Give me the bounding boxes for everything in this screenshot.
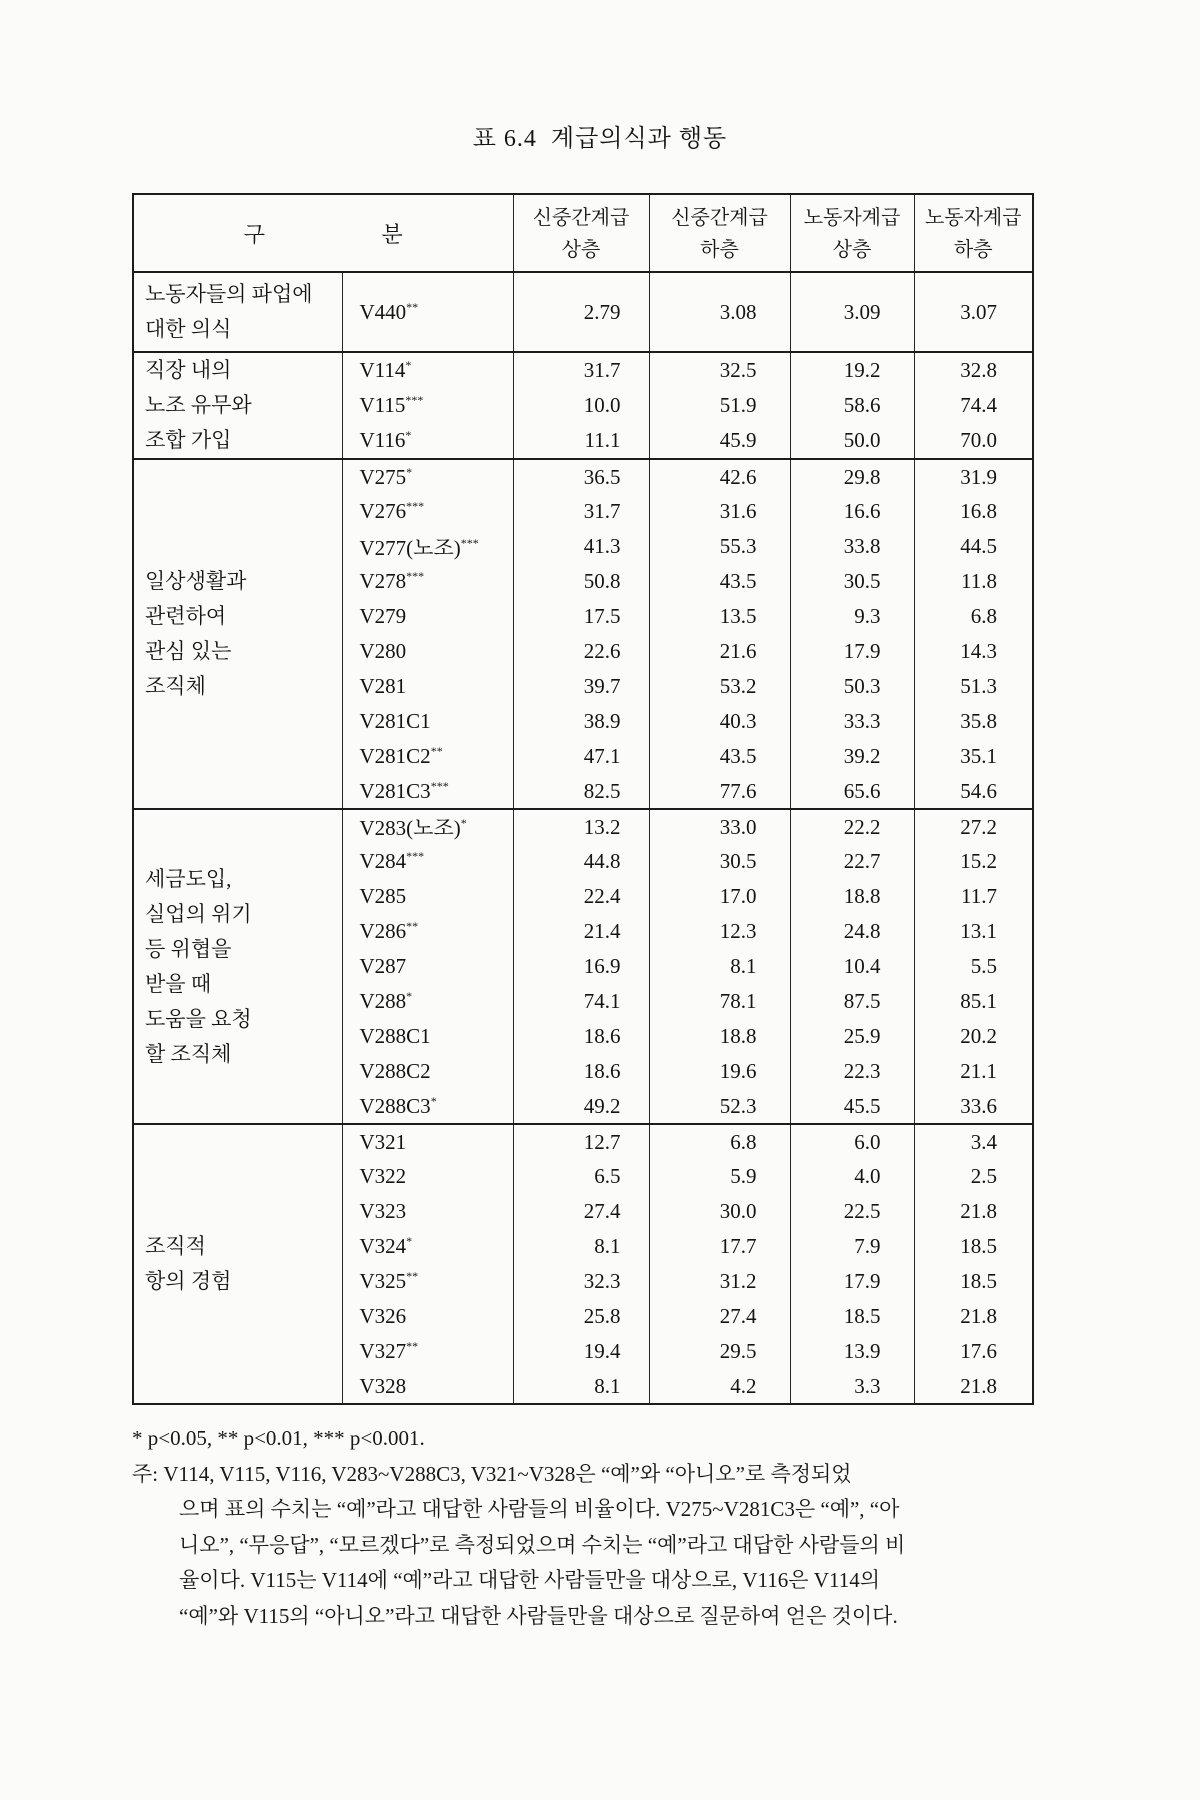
- value-cell: 44.8: [513, 844, 649, 879]
- variable-name: V288C1: [342, 1019, 513, 1054]
- variable-name: V281: [342, 669, 513, 704]
- significance-stars: *: [460, 816, 467, 830]
- value-cell: 22.3: [790, 1054, 914, 1089]
- significance-stars: ***: [430, 778, 449, 793]
- section-label-line: 관심 있는: [145, 639, 232, 663]
- significance-stars: **: [406, 1339, 419, 1353]
- value-cell: 39.2: [790, 739, 914, 774]
- variable-name: V277(노조)***: [342, 529, 513, 564]
- variable-name: V284***: [342, 844, 513, 879]
- value-cell: 6.8: [914, 599, 1033, 634]
- value-cell: 18.6: [513, 1054, 649, 1089]
- col-header-new-middle-upper: [513, 194, 649, 272]
- value-cell: 87.5: [790, 984, 914, 1019]
- value-cell: 39.7: [513, 669, 649, 704]
- value-cell: 31.9: [914, 459, 1033, 494]
- section-label: [133, 272, 342, 352]
- variable-name: V281C2**: [342, 739, 513, 774]
- value-cell: 70.0: [914, 423, 1033, 459]
- col-header-group: 신중간계급: [532, 207, 630, 229]
- value-cell: 3.07: [914, 272, 1033, 352]
- value-cell: 2.5: [914, 1159, 1033, 1194]
- section-label-line: 대한 의식: [145, 317, 232, 341]
- value-cell: 17.5: [513, 599, 649, 634]
- section-label-line: 실업의 위기: [145, 901, 252, 926]
- table-note-line: 니오”, “무응답”, “모르겠다”로 측정되었으며 수치는 “예”라고 대답한 사람들의 비: [179, 1532, 906, 1557]
- value-cell: 53.2: [649, 669, 790, 704]
- value-cell: 19.2: [790, 352, 914, 388]
- value-cell: 22.6: [513, 634, 649, 669]
- value-cell: 33.3: [790, 704, 914, 739]
- col-header-group: 노동자계급: [803, 207, 901, 229]
- variable-name: V281C1: [342, 704, 513, 739]
- value-cell: 17.9: [790, 634, 914, 669]
- significance-stars: *: [430, 1093, 437, 1108]
- value-cell: 41.3: [513, 529, 649, 564]
- significance-stars: **: [430, 744, 443, 758]
- value-cell: 85.1: [914, 984, 1033, 1019]
- table-note-line: 으며 표의 수치는 “예”라고 대답한 사람들의 비율이다. V275~V281C3은 “예”, “아: [179, 1497, 900, 1521]
- value-cell: 43.5: [649, 739, 790, 774]
- variable-name: V326: [342, 1299, 513, 1334]
- section-label: [133, 809, 342, 1124]
- table-section-0: [133, 272, 1033, 352]
- col-header-worker-lower: [914, 194, 1033, 272]
- col-header-tier: 상층: [832, 239, 872, 261]
- value-cell: 18.8: [649, 1019, 790, 1054]
- value-cell: 16.8: [914, 494, 1033, 529]
- value-cell: 15.2: [914, 844, 1033, 879]
- value-cell: 21.8: [914, 1194, 1033, 1229]
- value-cell: 8.1: [513, 1229, 649, 1264]
- corner-label-gu: 구: [243, 221, 266, 247]
- value-cell: 21.8: [914, 1299, 1033, 1334]
- value-cell: 25.8: [513, 1299, 649, 1334]
- variable-name: V278***: [342, 564, 513, 599]
- significance-note: * p<0.05, ** p<0.01, *** p<0.001.: [132, 1426, 425, 1450]
- value-cell: 21.4: [513, 914, 649, 949]
- section-label-line: 항의 경험: [145, 1269, 232, 1293]
- value-cell: 45.9: [649, 423, 790, 459]
- value-cell: 40.3: [649, 704, 790, 739]
- section-label-line: 일상생활과: [145, 569, 247, 593]
- value-cell: 13.1: [914, 914, 1033, 949]
- value-cell: 2.79: [513, 272, 649, 352]
- value-cell: 12.7: [513, 1124, 649, 1159]
- value-cell: 22.4: [513, 879, 649, 914]
- variable-name: V115***: [342, 388, 513, 424]
- value-cell: 22.2: [790, 809, 914, 844]
- value-cell: 31.2: [649, 1264, 790, 1299]
- corner-label-bun: 분: [381, 221, 403, 247]
- value-cell: 19.4: [513, 1334, 649, 1369]
- note-label: 주:: [132, 1461, 159, 1486]
- value-cell: 18.6: [513, 1019, 649, 1054]
- value-cell: 13.2: [513, 809, 649, 844]
- section-label-line: 조합 가입: [145, 428, 232, 452]
- section-label-line: 세금도입,: [145, 866, 232, 891]
- table-row: [133, 459, 1033, 494]
- value-cell: 18.5: [914, 1264, 1033, 1299]
- value-cell: 19.6: [649, 1054, 790, 1089]
- value-cell: 11.1: [513, 423, 649, 459]
- table-header: [133, 194, 1033, 272]
- variable-name: V322: [342, 1159, 513, 1194]
- variable-name: V288C3*: [342, 1089, 513, 1124]
- value-cell: 43.5: [649, 564, 790, 599]
- value-cell: 32.3: [513, 1264, 649, 1299]
- section-label-line: 조직적: [145, 1234, 206, 1258]
- variable-name: V323: [342, 1194, 513, 1229]
- value-cell: 27.4: [649, 1299, 790, 1334]
- table-section-1: [133, 352, 1033, 459]
- table-row: [133, 1124, 1033, 1159]
- value-cell: 82.5: [513, 774, 649, 809]
- table-row: [133, 272, 1033, 352]
- value-cell: 30.5: [649, 844, 790, 879]
- value-cell: 65.6: [790, 774, 914, 809]
- value-cell: 30.0: [649, 1194, 790, 1229]
- value-cell: 6.8: [649, 1124, 790, 1159]
- value-cell: 47.1: [513, 739, 649, 774]
- table-note-line: 율이다. V115는 V114에 “예”라고 대답한 사람들만을 대상으로, V116은 V114의: [179, 1568, 880, 1592]
- value-cell: 30.5: [790, 564, 914, 599]
- variable-name: V288C2: [342, 1054, 513, 1089]
- section-label: [133, 352, 342, 459]
- value-cell: 21.8: [914, 1369, 1033, 1404]
- value-cell: 22.7: [790, 844, 914, 879]
- table-section-4: [133, 1124, 1033, 1404]
- value-cell: 11.7: [914, 879, 1033, 914]
- significance-stars: ***: [460, 535, 479, 550]
- value-cell: 33.6: [914, 1089, 1033, 1124]
- value-cell: 44.5: [914, 529, 1033, 564]
- value-cell: 77.6: [649, 774, 790, 809]
- value-cell: 27.2: [914, 809, 1033, 844]
- variable-name: V325**: [342, 1264, 513, 1299]
- value-cell: 31.7: [513, 352, 649, 388]
- value-cell: 13.5: [649, 599, 790, 634]
- value-cell: 18.5: [914, 1229, 1033, 1264]
- variable-name: V279: [342, 599, 513, 634]
- variable-name: V328: [342, 1369, 513, 1404]
- significance-stars: *: [406, 1234, 413, 1248]
- value-cell: 27.4: [513, 1194, 649, 1229]
- section-label-line: 노조 유무와: [145, 393, 252, 417]
- section-label-line: 직장 내의: [145, 358, 232, 382]
- value-cell: 52.3: [649, 1089, 790, 1124]
- variable-name: V287: [342, 949, 513, 984]
- value-cell: 8.1: [513, 1369, 649, 1404]
- col-header-tier: 하층: [700, 239, 739, 261]
- variable-name: V286**: [342, 914, 513, 949]
- significance-stars: ***: [406, 499, 425, 513]
- significance-stars: *: [405, 428, 412, 443]
- col-header-new-middle-lower: [649, 194, 790, 272]
- value-cell: 21.6: [649, 634, 790, 669]
- variable-name: V275*: [342, 459, 513, 494]
- variable-name: V276***: [342, 494, 513, 529]
- value-cell: 50.3: [790, 669, 914, 704]
- footnotes: [132, 1421, 1072, 1634]
- note-text: V114, V115, V116, V283~V288C3, V321~V328은 “예”와 “아니오”로 측정되었: [163, 1461, 852, 1486]
- value-cell: 31.6: [649, 494, 790, 529]
- significance-stars: ***: [406, 849, 425, 863]
- section-label: [133, 1124, 342, 1404]
- variable-name: V281C3***: [342, 774, 513, 809]
- value-cell: 13.9: [790, 1334, 914, 1369]
- variable-name: V440**: [342, 272, 513, 352]
- value-cell: 50.0: [790, 423, 914, 459]
- value-cell: 38.9: [513, 704, 649, 739]
- value-cell: 49.2: [513, 1089, 649, 1124]
- value-cell: 22.5: [790, 1194, 914, 1229]
- variable-name: V285: [342, 879, 513, 914]
- value-cell: 78.1: [649, 984, 790, 1019]
- value-cell: 5.9: [649, 1159, 790, 1194]
- significance-stars: **: [406, 1269, 419, 1283]
- value-cell: 10.4: [790, 949, 914, 984]
- value-cell: 18.8: [790, 879, 914, 914]
- value-cell: 17.9: [790, 1264, 914, 1299]
- value-cell: 74.4: [914, 388, 1033, 424]
- value-cell: 50.8: [513, 564, 649, 599]
- col-header-tier: 하층: [953, 239, 993, 261]
- value-cell: 51.9: [649, 388, 790, 424]
- value-cell: 58.6: [790, 388, 914, 424]
- table-note-line: “예”와 V115의 “아니오”라고 대답한 사람들만을 대상으로 질문하여 얻은 것이다.: [179, 1603, 898, 1628]
- significance-stars: *: [406, 464, 413, 479]
- col-header-tier: 상층: [561, 239, 601, 261]
- variable-name: V324*: [342, 1229, 513, 1264]
- significance-stars: *: [405, 357, 412, 372]
- value-cell: 25.9: [790, 1019, 914, 1054]
- section-label-line: 조직체: [145, 674, 206, 698]
- value-cell: 18.5: [790, 1299, 914, 1334]
- value-cell: 31.7: [513, 494, 649, 529]
- table-section-2: [133, 459, 1033, 809]
- value-cell: 17.6: [914, 1334, 1033, 1369]
- variable-name: V321: [342, 1124, 513, 1159]
- value-cell: 6.0: [790, 1124, 914, 1159]
- value-cell: 3.3: [790, 1369, 914, 1404]
- value-cell: 36.5: [513, 459, 649, 494]
- significance-stars: **: [406, 919, 419, 933]
- value-cell: 74.1: [513, 984, 649, 1019]
- section-label: [133, 459, 342, 809]
- value-cell: 4.0: [790, 1159, 914, 1194]
- col-header-group: 노동자계급: [924, 207, 1022, 229]
- significance-stars: ***: [406, 569, 425, 583]
- value-cell: 14.3: [914, 634, 1033, 669]
- section-label-line: 노동자들의 파업에: [145, 282, 313, 306]
- significance-stars: **: [406, 299, 419, 314]
- variable-name: V280: [342, 634, 513, 669]
- section-label-line: 도움을 요청: [145, 1006, 252, 1031]
- value-cell: 3.4: [914, 1124, 1033, 1159]
- value-cell: 51.3: [914, 669, 1033, 704]
- value-cell: 24.8: [790, 914, 914, 949]
- value-cell: 33.8: [790, 529, 914, 564]
- value-cell: 20.2: [914, 1019, 1033, 1054]
- value-cell: 11.8: [914, 564, 1033, 599]
- significance-stars: ***: [405, 392, 424, 407]
- class-consciousness-table: [132, 193, 1034, 1405]
- table-row: [133, 352, 1033, 388]
- value-cell: 32.5: [649, 352, 790, 388]
- variable-name: V116*: [342, 423, 513, 459]
- value-cell: 54.6: [914, 774, 1033, 809]
- value-cell: 16.9: [513, 949, 649, 984]
- value-cell: 3.08: [649, 272, 790, 352]
- section-label-line: 등 위협을: [145, 936, 232, 961]
- value-cell: 5.5: [914, 949, 1033, 984]
- value-cell: 35.8: [914, 704, 1033, 739]
- value-cell: 7.9: [790, 1229, 914, 1264]
- value-cell: 6.5: [513, 1159, 649, 1194]
- table-title: 표 6.4 계급의식과 행동: [472, 126, 728, 152]
- value-cell: 3.09: [790, 272, 914, 352]
- value-cell: 35.1: [914, 739, 1033, 774]
- section-label-line: 받을 때: [145, 971, 212, 996]
- table-row: [133, 809, 1033, 844]
- table-section-3: [133, 809, 1033, 1124]
- section-label-line: 할 조직체: [145, 1041, 232, 1066]
- value-cell: 21.1: [914, 1054, 1033, 1089]
- value-cell: 17.7: [649, 1229, 790, 1264]
- value-cell: 9.3: [790, 599, 914, 634]
- value-cell: 4.2: [649, 1369, 790, 1404]
- corner-header: [133, 194, 513, 272]
- value-cell: 55.3: [649, 529, 790, 564]
- variable-name: V283(노조)*: [342, 809, 513, 844]
- col-header-worker-upper: [790, 194, 914, 272]
- col-header-group: 신중간계급: [671, 207, 768, 229]
- variable-name: V114*: [342, 352, 513, 388]
- value-cell: 10.0: [513, 388, 649, 424]
- value-cell: 8.1: [649, 949, 790, 984]
- section-label-line: 관련하여: [145, 604, 227, 628]
- value-cell: 42.6: [649, 459, 790, 494]
- value-cell: 16.6: [790, 494, 914, 529]
- variable-name: V327**: [342, 1334, 513, 1369]
- value-cell: 29.8: [790, 459, 914, 494]
- value-cell: 29.5: [649, 1334, 790, 1369]
- table-note-line: [132, 1457, 1072, 1493]
- variable-name: V288*: [342, 984, 513, 1019]
- value-cell: 45.5: [790, 1089, 914, 1124]
- significance-stars: *: [406, 989, 413, 1003]
- value-cell: 33.0: [649, 809, 790, 844]
- value-cell: 32.8: [914, 352, 1033, 388]
- value-cell: 17.0: [649, 879, 790, 914]
- header-row: [133, 194, 1033, 272]
- value-cell: 12.3: [649, 914, 790, 949]
